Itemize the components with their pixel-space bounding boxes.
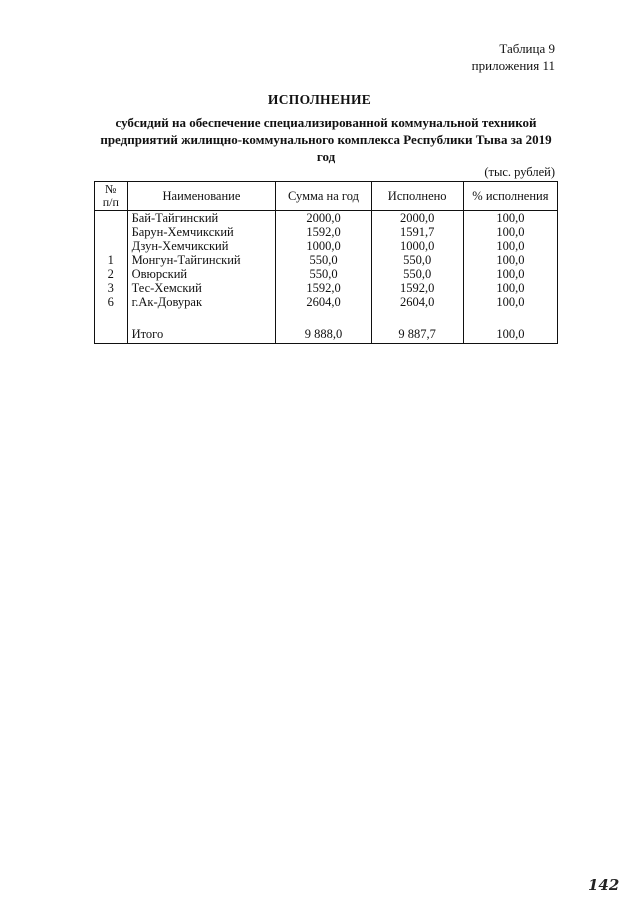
header-sum: Сумма на год: [276, 182, 371, 211]
row-name: Тес-Хемский: [127, 281, 276, 295]
row-number: 2: [95, 267, 128, 281]
row-percent: 100,0: [463, 225, 557, 239]
row-done: 2604,0: [371, 295, 463, 309]
header-number-line2: п/п: [102, 195, 119, 209]
row-name: Барун-Хемчикский: [127, 225, 276, 239]
row-name: г.Ак-Довурак: [127, 295, 276, 309]
table-row: [95, 211, 558, 226]
row-done: 550,0: [371, 267, 463, 281]
row-number: 6: [95, 295, 128, 309]
row-percent: 100,0: [463, 295, 557, 309]
total-percent: 100,0: [463, 309, 557, 344]
document-title: ИСПОЛНЕНИЕ: [267, 92, 372, 107]
table-row: [95, 295, 558, 309]
row-done: 1591,7: [371, 225, 463, 239]
row-done: 550,0: [371, 253, 463, 267]
header-done: Исполнено: [371, 182, 463, 211]
row-sum: 550,0: [276, 267, 371, 281]
row-sum: 1592,0: [276, 225, 371, 239]
total-done: 9 887,7: [371, 309, 463, 344]
row-percent: 100,0: [463, 267, 557, 281]
total-number: [95, 309, 128, 344]
row-done: 1000,0: [371, 239, 463, 253]
row-number: [95, 211, 128, 226]
row-name: Дзун-Хемчикский: [127, 239, 276, 253]
row-sum: 2604,0: [276, 295, 371, 309]
table-reference: [472, 40, 555, 74]
table-row: [95, 253, 558, 267]
row-done: 2000,0: [371, 211, 463, 226]
table-row: [95, 281, 558, 295]
row-percent: 100,0: [463, 281, 557, 295]
row-name: Монгун-Тайгинский: [127, 253, 276, 267]
row-sum: 1000,0: [276, 239, 371, 253]
row-percent: 100,0: [463, 211, 557, 226]
total-row: [95, 309, 558, 344]
row-number: 1: [95, 253, 128, 267]
row-number: 3: [95, 281, 128, 295]
row-sum: 550,0: [276, 253, 371, 267]
row-name: Овюрский: [127, 267, 276, 281]
header-number-line1: №: [105, 182, 117, 196]
table-row: [95, 225, 558, 239]
table-header-row: [95, 182, 558, 211]
row-done: 1592,0: [371, 281, 463, 295]
header-number: [95, 182, 128, 211]
row-sum: 2000,0: [276, 211, 371, 226]
row-name: Бай-Тайгинский: [127, 211, 276, 226]
execution-table: [94, 181, 558, 344]
row-number: [95, 239, 128, 253]
row-percent: 100,0: [463, 239, 557, 253]
table-ref-label: Таблица 9: [499, 41, 555, 56]
header-percent: % исполнения: [463, 182, 557, 211]
row-sum: 1592,0: [276, 281, 371, 295]
total-sum: 9 888,0: [276, 309, 371, 344]
table-row: [95, 239, 558, 253]
table-row: [95, 267, 558, 281]
row-percent: 100,0: [463, 253, 557, 267]
row-number: [95, 225, 128, 239]
appendix-ref-label: приложения 11: [471, 58, 555, 73]
handwritten-page-number: 142: [588, 876, 620, 894]
units-label: (тыс. рублей): [484, 165, 555, 179]
header-name: Наименование: [127, 182, 276, 211]
document-subtitle: субсидий на обеспечение специализированной коммунальной техникой предприятий жилищно-коммунального комплекса Республики Тыва за 2019 год: [100, 115, 552, 164]
total-label: Итого: [127, 309, 276, 344]
